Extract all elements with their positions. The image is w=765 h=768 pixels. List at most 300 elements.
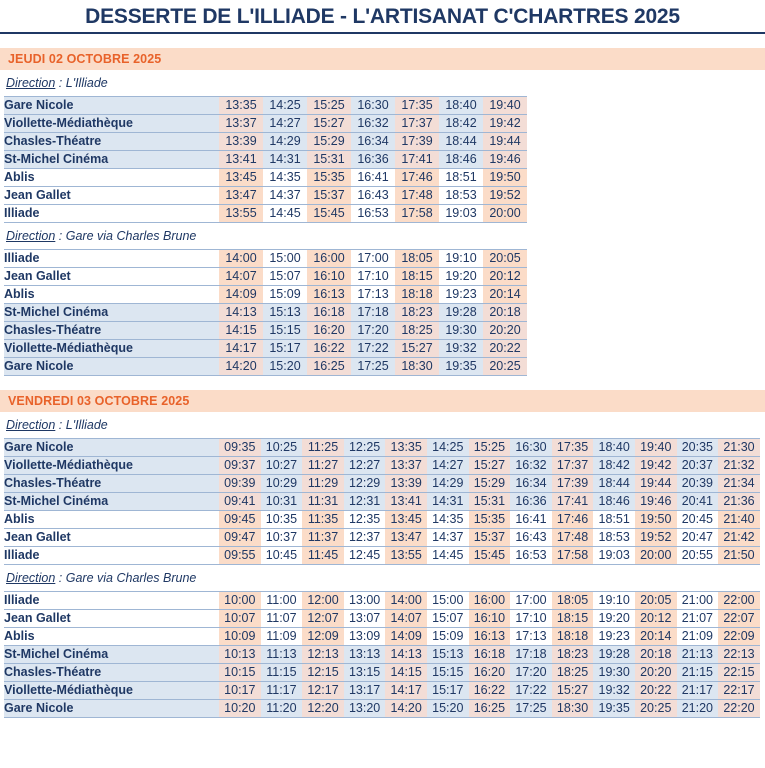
departure-time-cell: 16:13	[307, 286, 351, 304]
departure-time-cell: 09:41	[219, 493, 261, 511]
departure-time-cell: 16:10	[307, 268, 351, 286]
departure-time-cell: 13:39	[385, 475, 427, 493]
departure-time-cell: 17:00	[510, 592, 552, 610]
table-row	[4, 358, 527, 376]
departure-time-cell: 16:43	[510, 529, 552, 547]
departure-time-cell: 20:20	[483, 322, 527, 340]
stop-name-cell: Viollette-Médiathèque	[4, 457, 219, 475]
departure-time-cell: 15:31	[469, 493, 511, 511]
departure-time-cell: 17:22	[351, 340, 395, 358]
departure-time-cell: 18:18	[552, 628, 594, 646]
table-row	[4, 169, 527, 187]
departure-time-cell: 12:45	[344, 547, 386, 565]
departure-time-cell: 14:45	[263, 205, 307, 223]
direction-label	[0, 565, 765, 591]
departure-time-cell: 19:44	[635, 475, 677, 493]
direction-value: L'Illiade	[65, 76, 108, 90]
departure-time-cell: 14:09	[385, 628, 427, 646]
departure-time-cell: 12:35	[344, 511, 386, 529]
departure-time-cell: 13:20	[344, 700, 386, 718]
departure-time-cell: 16:36	[510, 493, 552, 511]
departure-time-cell: 15:13	[427, 646, 469, 664]
departure-time-cell: 19:23	[439, 286, 483, 304]
day-banner: VENDREDI 03 OCTOBRE 2025	[0, 390, 765, 412]
departure-time-cell: 18:25	[552, 664, 594, 682]
departure-time-cell: 12:31	[344, 493, 386, 511]
table-row	[4, 97, 527, 115]
departure-time-cell: 16:22	[469, 682, 511, 700]
stop-name-cell: Jean Gallet	[4, 268, 219, 286]
departure-time-cell: 15:13	[263, 304, 307, 322]
departure-time-cell: 13:41	[385, 493, 427, 511]
stop-name-cell: Chasles-Théatre	[4, 475, 219, 493]
departure-time-cell: 14:37	[427, 529, 469, 547]
departure-time-cell: 11:35	[302, 511, 344, 529]
departure-time-cell: 13:17	[344, 682, 386, 700]
departure-time-cell: 16:32	[510, 457, 552, 475]
stop-name-cell: Viollette-Médiathèque	[4, 682, 219, 700]
table-row	[4, 286, 527, 304]
page-title: DESSERTE DE L'ILLIADE - L'ARTISANAT C'CHARTRES 2025	[85, 5, 680, 28]
departure-time-cell: 11:13	[261, 646, 303, 664]
departure-time-cell: 17:35	[552, 439, 594, 457]
departure-time-cell: 20:45	[677, 511, 719, 529]
departure-time-cell: 22:20	[718, 700, 760, 718]
departure-time-cell: 13:47	[219, 187, 263, 205]
table-row	[4, 250, 527, 268]
departure-time-cell: 09:35	[219, 439, 261, 457]
direction-word: Direction	[6, 229, 56, 243]
departure-time-cell: 17:10	[351, 268, 395, 286]
table-row	[4, 610, 760, 628]
departure-time-cell: 19:50	[483, 169, 527, 187]
departure-time-cell: 14:20	[385, 700, 427, 718]
departure-time-cell: 19:30	[439, 322, 483, 340]
departure-time-cell: 17:25	[351, 358, 395, 376]
departure-time-cell: 16:30	[351, 97, 395, 115]
departure-time-cell: 19:23	[593, 628, 635, 646]
departure-time-cell: 18:15	[395, 268, 439, 286]
departure-time-cell: 19:20	[593, 610, 635, 628]
departure-time-cell: 20:22	[483, 340, 527, 358]
departure-time-cell: 18:44	[593, 475, 635, 493]
departure-time-cell: 16:41	[351, 169, 395, 187]
departure-time-cell: 16:43	[351, 187, 395, 205]
departure-time-cell: 11:15	[261, 664, 303, 682]
departure-time-cell: 19:28	[439, 304, 483, 322]
departure-time-cell: 17:10	[510, 610, 552, 628]
departure-time-cell: 13:55	[219, 205, 263, 223]
departure-time-cell: 17:35	[395, 97, 439, 115]
departure-time-cell: 14:37	[263, 187, 307, 205]
departure-time-cell: 14:09	[219, 286, 263, 304]
stop-name-cell: Jean Gallet	[4, 610, 219, 628]
stop-name-cell: Ablis	[4, 628, 219, 646]
departure-time-cell: 14:27	[263, 115, 307, 133]
departure-time-cell: 17:13	[510, 628, 552, 646]
departure-time-cell: 12:29	[344, 475, 386, 493]
departure-time-cell: 14:13	[385, 646, 427, 664]
departure-time-cell: 15:25	[307, 97, 351, 115]
departure-time-cell: 14:07	[219, 268, 263, 286]
departure-time-cell: 19:40	[635, 439, 677, 457]
departure-time-cell: 17:41	[552, 493, 594, 511]
table-row	[4, 304, 527, 322]
departure-time-cell: 22:00	[718, 592, 760, 610]
departure-time-cell: 14:31	[263, 151, 307, 169]
table-row	[4, 115, 527, 133]
departure-time-cell: 15:37	[307, 187, 351, 205]
departure-time-cell: 20:22	[635, 682, 677, 700]
departure-time-cell: 12:37	[344, 529, 386, 547]
departure-time-cell: 13:07	[344, 610, 386, 628]
stop-name-cell: Illiade	[4, 205, 219, 223]
departure-time-cell: 19:52	[635, 529, 677, 547]
departure-time-cell: 20:14	[483, 286, 527, 304]
departure-time-cell: 19:40	[483, 97, 527, 115]
direction-separator: :	[55, 571, 66, 585]
departure-time-cell: 19:50	[635, 511, 677, 529]
departure-time-cell: 11:45	[302, 547, 344, 565]
stop-name-cell: St-Michel Cinéma	[4, 304, 219, 322]
departure-time-cell: 16:41	[510, 511, 552, 529]
direction-label	[0, 223, 765, 249]
departure-time-cell: 11:37	[302, 529, 344, 547]
departure-time-cell: 20:41	[677, 493, 719, 511]
departure-time-cell: 09:45	[219, 511, 261, 529]
departure-time-cell: 14:17	[385, 682, 427, 700]
departure-time-cell: 15:29	[307, 133, 351, 151]
table-row	[4, 664, 760, 682]
table-row	[4, 322, 527, 340]
direction-separator: :	[55, 418, 66, 432]
departure-time-cell: 18:25	[395, 322, 439, 340]
table-row	[4, 151, 527, 169]
departure-time-cell: 15:31	[307, 151, 351, 169]
direction-separator: :	[55, 76, 66, 90]
departure-time-cell: 21:09	[677, 628, 719, 646]
departure-time-cell: 11:07	[261, 610, 303, 628]
direction-separator: :	[55, 229, 66, 243]
direction-value: Gare via Charles Brune	[65, 229, 197, 243]
departure-time-cell: 14:35	[263, 169, 307, 187]
departure-time-cell: 16:53	[351, 205, 395, 223]
departure-time-cell: 14:00	[219, 250, 263, 268]
departure-time-cell: 21:13	[677, 646, 719, 664]
departure-time-cell: 10:09	[219, 628, 261, 646]
timetable	[4, 591, 760, 718]
departure-time-cell: 16:10	[469, 610, 511, 628]
departure-time-cell: 19:44	[483, 133, 527, 151]
stop-name-cell: Gare Nicole	[4, 358, 219, 376]
departure-time-cell: 21:42	[718, 529, 760, 547]
timetable	[4, 96, 527, 223]
departure-time-cell: 14:15	[385, 664, 427, 682]
departure-time-cell: 20:00	[635, 547, 677, 565]
departure-time-cell: 17:20	[351, 322, 395, 340]
departure-time-cell: 13:35	[219, 97, 263, 115]
departure-time-cell: 19:46	[635, 493, 677, 511]
title-divider	[0, 32, 765, 34]
table-row	[4, 187, 527, 205]
departure-time-cell: 11:27	[302, 457, 344, 475]
departure-time-cell: 10:17	[219, 682, 261, 700]
departure-time-cell: 18:51	[593, 511, 635, 529]
departure-time-cell: 14:15	[219, 322, 263, 340]
departure-time-cell: 16:20	[307, 322, 351, 340]
departure-time-cell: 16:22	[307, 340, 351, 358]
departure-time-cell: 14:25	[263, 97, 307, 115]
stop-name-cell: Illiade	[4, 592, 219, 610]
departure-time-cell: 10:20	[219, 700, 261, 718]
departure-time-cell: 22:13	[718, 646, 760, 664]
departure-time-cell: 19:35	[593, 700, 635, 718]
departure-time-cell: 18:05	[395, 250, 439, 268]
departure-time-cell: 20:00	[483, 205, 527, 223]
departure-time-cell: 10:25	[261, 439, 303, 457]
timetable	[4, 249, 527, 376]
direction-word: Direction	[6, 418, 56, 432]
departure-time-cell: 13:47	[385, 529, 427, 547]
departure-time-cell: 20:05	[635, 592, 677, 610]
departure-time-cell: 21:17	[677, 682, 719, 700]
departure-time-cell: 16:25	[307, 358, 351, 376]
departure-time-cell: 14:17	[219, 340, 263, 358]
departure-time-cell: 17:00	[351, 250, 395, 268]
departure-time-cell: 14:31	[427, 493, 469, 511]
departure-time-cell: 20:47	[677, 529, 719, 547]
departure-time-cell: 09:39	[219, 475, 261, 493]
table-row	[4, 529, 760, 547]
departure-time-cell: 19:10	[439, 250, 483, 268]
table-row	[4, 133, 527, 151]
departure-time-cell: 18:15	[552, 610, 594, 628]
departure-time-cell: 16:00	[307, 250, 351, 268]
departure-time-cell: 21:07	[677, 610, 719, 628]
stop-name-cell: Gare Nicole	[4, 97, 219, 115]
departure-time-cell: 19:32	[593, 682, 635, 700]
departure-time-cell: 22:09	[718, 628, 760, 646]
table-row	[4, 646, 760, 664]
direction-label	[0, 70, 765, 96]
departure-time-cell: 09:55	[219, 547, 261, 565]
departure-time-cell: 19:35	[439, 358, 483, 376]
direction-word: Direction	[6, 571, 56, 585]
departure-time-cell: 18:30	[552, 700, 594, 718]
departure-time-cell: 19:46	[483, 151, 527, 169]
departure-time-cell: 11:25	[302, 439, 344, 457]
departure-time-cell: 18:05	[552, 592, 594, 610]
departure-time-cell: 16:36	[351, 151, 395, 169]
departure-time-cell: 16:18	[469, 646, 511, 664]
table-row	[4, 268, 527, 286]
departure-time-cell: 16:32	[351, 115, 395, 133]
departure-time-cell: 11:09	[261, 628, 303, 646]
departure-time-cell: 12:07	[302, 610, 344, 628]
departure-time-cell: 10:35	[261, 511, 303, 529]
stop-name-cell: Chasles-Théatre	[4, 664, 219, 682]
direction-value: L'Illiade	[65, 418, 108, 432]
departure-time-cell: 19:03	[439, 205, 483, 223]
departure-time-cell: 20:20	[635, 664, 677, 682]
departure-time-cell: 21:30	[718, 439, 760, 457]
departure-time-cell: 13:41	[219, 151, 263, 169]
departure-time-cell: 17:22	[510, 682, 552, 700]
day-section	[0, 390, 765, 718]
departure-time-cell: 10:27	[261, 457, 303, 475]
departure-time-cell: 09:47	[219, 529, 261, 547]
stop-name-cell: St-Michel Cinéma	[4, 493, 219, 511]
departure-time-cell: 20:05	[483, 250, 527, 268]
departure-time-cell: 10:37	[261, 529, 303, 547]
departure-time-cell: 13:39	[219, 133, 263, 151]
departure-time-cell: 18:42	[593, 457, 635, 475]
departure-time-cell: 12:25	[344, 439, 386, 457]
departure-time-cell: 14:29	[427, 475, 469, 493]
departure-time-cell: 18:23	[552, 646, 594, 664]
departure-time-cell: 15:20	[427, 700, 469, 718]
departure-time-cell: 09:37	[219, 457, 261, 475]
stop-name-cell: St-Michel Cinéma	[4, 646, 219, 664]
departure-time-cell: 16:34	[510, 475, 552, 493]
table-row	[4, 511, 760, 529]
stop-name-cell: Gare Nicole	[4, 439, 219, 457]
departure-time-cell: 11:29	[302, 475, 344, 493]
stop-name-cell: Ablis	[4, 511, 219, 529]
stop-name-cell: Viollette-Médiathèque	[4, 340, 219, 358]
departure-time-cell: 17:37	[395, 115, 439, 133]
departure-time-cell: 14:20	[219, 358, 263, 376]
departure-time-cell: 21:32	[718, 457, 760, 475]
departure-time-cell: 19:42	[635, 457, 677, 475]
departure-time-cell: 17:18	[510, 646, 552, 664]
departure-time-cell: 19:42	[483, 115, 527, 133]
departure-time-cell: 13:00	[344, 592, 386, 610]
departure-time-cell: 11:20	[261, 700, 303, 718]
table-row	[4, 682, 760, 700]
departure-time-cell: 17:41	[395, 151, 439, 169]
departure-time-cell: 15:00	[427, 592, 469, 610]
stop-name-cell: St-Michel Cinéma	[4, 151, 219, 169]
departure-time-cell: 18:53	[439, 187, 483, 205]
departure-time-cell: 19:52	[483, 187, 527, 205]
day-banner: JEUDI 02 OCTOBRE 2025	[0, 48, 765, 70]
departure-time-cell: 18:30	[395, 358, 439, 376]
departure-time-cell: 10:31	[261, 493, 303, 511]
departure-time-cell: 12:00	[302, 592, 344, 610]
departure-time-cell: 21:40	[718, 511, 760, 529]
departure-time-cell: 16:34	[351, 133, 395, 151]
departure-time-cell: 20:25	[483, 358, 527, 376]
table-row	[4, 457, 760, 475]
departure-time-cell: 13:09	[344, 628, 386, 646]
departure-time-cell: 15:25	[469, 439, 511, 457]
table-row	[4, 592, 760, 610]
departure-time-cell: 19:30	[593, 664, 635, 682]
departure-time-cell: 17:46	[395, 169, 439, 187]
departure-time-cell: 17:18	[351, 304, 395, 322]
departure-time-cell: 17:48	[552, 529, 594, 547]
departure-time-cell: 10:45	[261, 547, 303, 565]
departure-time-cell: 20:18	[483, 304, 527, 322]
departure-time-cell: 20:37	[677, 457, 719, 475]
departure-time-cell: 19:32	[439, 340, 483, 358]
departure-time-cell: 20:18	[635, 646, 677, 664]
departure-time-cell: 21:36	[718, 493, 760, 511]
departure-time-cell: 21:34	[718, 475, 760, 493]
departure-time-cell: 13:37	[219, 115, 263, 133]
departure-time-cell: 18:23	[395, 304, 439, 322]
departure-time-cell: 16:13	[469, 628, 511, 646]
departure-time-cell: 19:20	[439, 268, 483, 286]
departure-time-cell: 16:00	[469, 592, 511, 610]
stop-name-cell: Illiade	[4, 250, 219, 268]
table-row	[4, 628, 760, 646]
departure-time-cell: 11:17	[261, 682, 303, 700]
departure-time-cell: 18:42	[439, 115, 483, 133]
departure-time-cell: 13:35	[385, 439, 427, 457]
departure-time-cell: 12:13	[302, 646, 344, 664]
table-row	[4, 439, 760, 457]
departure-time-cell: 22:07	[718, 610, 760, 628]
departure-time-cell: 15:27	[469, 457, 511, 475]
stop-name-cell: Illiade	[4, 547, 219, 565]
departure-time-cell: 12:17	[302, 682, 344, 700]
departure-time-cell: 19:10	[593, 592, 635, 610]
departure-time-cell: 15:17	[427, 682, 469, 700]
departure-time-cell: 14:35	[427, 511, 469, 529]
departure-time-cell: 20:55	[677, 547, 719, 565]
timetable	[4, 438, 760, 565]
departure-time-cell: 16:18	[307, 304, 351, 322]
departure-time-cell: 10:07	[219, 610, 261, 628]
departure-time-cell: 13:45	[219, 169, 263, 187]
departure-time-cell: 17:20	[510, 664, 552, 682]
stop-name-cell: Jean Gallet	[4, 187, 219, 205]
departure-time-cell: 15:17	[263, 340, 307, 358]
direction-value: Gare via Charles Brune	[65, 571, 197, 585]
departure-time-cell: 18:51	[439, 169, 483, 187]
departure-time-cell: 17:13	[351, 286, 395, 304]
departure-time-cell: 17:37	[552, 457, 594, 475]
stop-name-cell: Viollette-Médiathèque	[4, 115, 219, 133]
departure-time-cell: 22:17	[718, 682, 760, 700]
departure-time-cell: 12:20	[302, 700, 344, 718]
departure-time-cell: 15:09	[427, 628, 469, 646]
sections-container	[0, 48, 765, 718]
table-row	[4, 475, 760, 493]
departure-time-cell: 14:27	[427, 457, 469, 475]
departure-time-cell: 20:12	[483, 268, 527, 286]
departure-time-cell: 15:35	[469, 511, 511, 529]
departure-time-cell: 20:25	[635, 700, 677, 718]
departure-time-cell: 10:00	[219, 592, 261, 610]
departure-time-cell: 14:45	[427, 547, 469, 565]
departure-time-cell: 22:15	[718, 664, 760, 682]
departure-time-cell: 15:45	[307, 205, 351, 223]
departure-time-cell: 20:35	[677, 439, 719, 457]
departure-time-cell: 17:58	[552, 547, 594, 565]
timetable-wrapper	[0, 96, 765, 223]
departure-time-cell: 14:07	[385, 610, 427, 628]
departure-time-cell: 18:44	[439, 133, 483, 151]
table-row	[4, 547, 760, 565]
stop-name-cell: Gare Nicole	[4, 700, 219, 718]
departure-time-cell: 14:25	[427, 439, 469, 457]
departure-time-cell: 20:12	[635, 610, 677, 628]
departure-time-cell: 21:50	[718, 547, 760, 565]
departure-time-cell: 20:39	[677, 475, 719, 493]
